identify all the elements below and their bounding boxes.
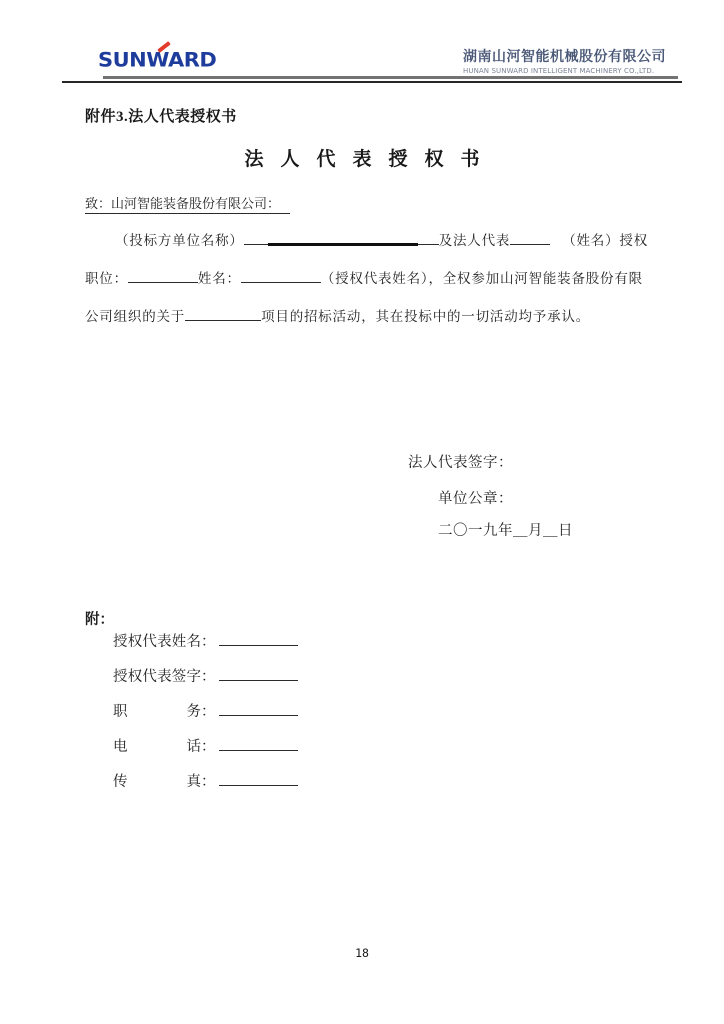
attachment-heading: 附件3.法人代表授权书 xyxy=(85,109,237,125)
company-seal-label: 单位公章： xyxy=(438,491,513,507)
row-blank xyxy=(219,773,298,786)
bidder-name-label: （投标方单位名称） xyxy=(115,233,244,248)
row-label: 电话 xyxy=(113,739,201,755)
row-colon: ： xyxy=(201,669,216,685)
legal-rep-label: 及法人代表 xyxy=(438,233,511,248)
attachment-row-rep-signature xyxy=(113,665,298,700)
logo-text: SUNWARD xyxy=(98,49,217,72)
project-pre-text: 公司组织的关于 xyxy=(85,309,186,324)
project-post-text: 项目的招标活动，其在投标中的一切活动均予承认。 xyxy=(261,309,591,324)
row-colon: ： xyxy=(201,704,216,720)
legal-rep-name-blank xyxy=(510,232,550,245)
bidder-name-blank-bold-segment xyxy=(268,243,418,246)
name-label: 姓名： xyxy=(197,271,241,286)
row-colon: ： xyxy=(201,634,216,650)
page-number: 18 xyxy=(355,946,369,960)
date-line: 二〇一九年＿月＿日 xyxy=(438,523,573,539)
row-colon: ： xyxy=(201,774,216,790)
attachment-row-rep-name xyxy=(113,630,298,665)
row-label: 授权代表签字 xyxy=(113,669,201,685)
name-authorize-label: （姓名）授权 xyxy=(562,233,649,248)
sunward-logo xyxy=(98,49,218,73)
row-label: 传真 xyxy=(113,774,201,790)
body-line-1 xyxy=(85,229,648,249)
document-title: 法人代表授权书 xyxy=(244,149,497,170)
project-name-blank xyxy=(185,308,261,321)
salutation-line xyxy=(85,193,290,212)
letterhead-rule-dark xyxy=(62,81,682,83)
row-blank xyxy=(219,738,298,751)
authorization-text: （授权代表姓名），全权参加山河智能装备股份有限 xyxy=(320,271,643,286)
company-name-cn: 湖南山河智能机械股份有限公司 xyxy=(463,49,666,65)
bidder-name-blank xyxy=(244,232,439,245)
name-blank xyxy=(241,270,321,283)
body-line-3 xyxy=(85,305,590,325)
row-blank xyxy=(219,633,298,646)
row-blank xyxy=(219,668,298,681)
salutation-text: 致：山河智能装备股份有限公司： xyxy=(85,196,290,214)
legal-rep-signature-label: 法人代表签字： xyxy=(408,455,513,471)
attachment-form xyxy=(113,630,298,805)
attachment-row-fax xyxy=(113,770,298,805)
attachment-row-position xyxy=(113,700,298,735)
letterhead-company-block xyxy=(463,46,681,75)
row-colon: ： xyxy=(201,739,216,755)
row-label: 授权代表姓名 xyxy=(113,634,201,650)
position-label: 职位： xyxy=(85,271,128,286)
company-name-en: HUNAN SUNWARD INTELLIGENT MACHINERY CO.,LTD. xyxy=(463,67,655,75)
body-line-2 xyxy=(85,267,643,287)
position-blank xyxy=(128,270,198,283)
row-blank xyxy=(219,703,298,716)
letterhead-rule-gray xyxy=(103,76,678,79)
attachment-label: 附： xyxy=(85,612,114,628)
row-label: 职务 xyxy=(113,704,201,720)
attachment-row-phone xyxy=(113,735,298,770)
